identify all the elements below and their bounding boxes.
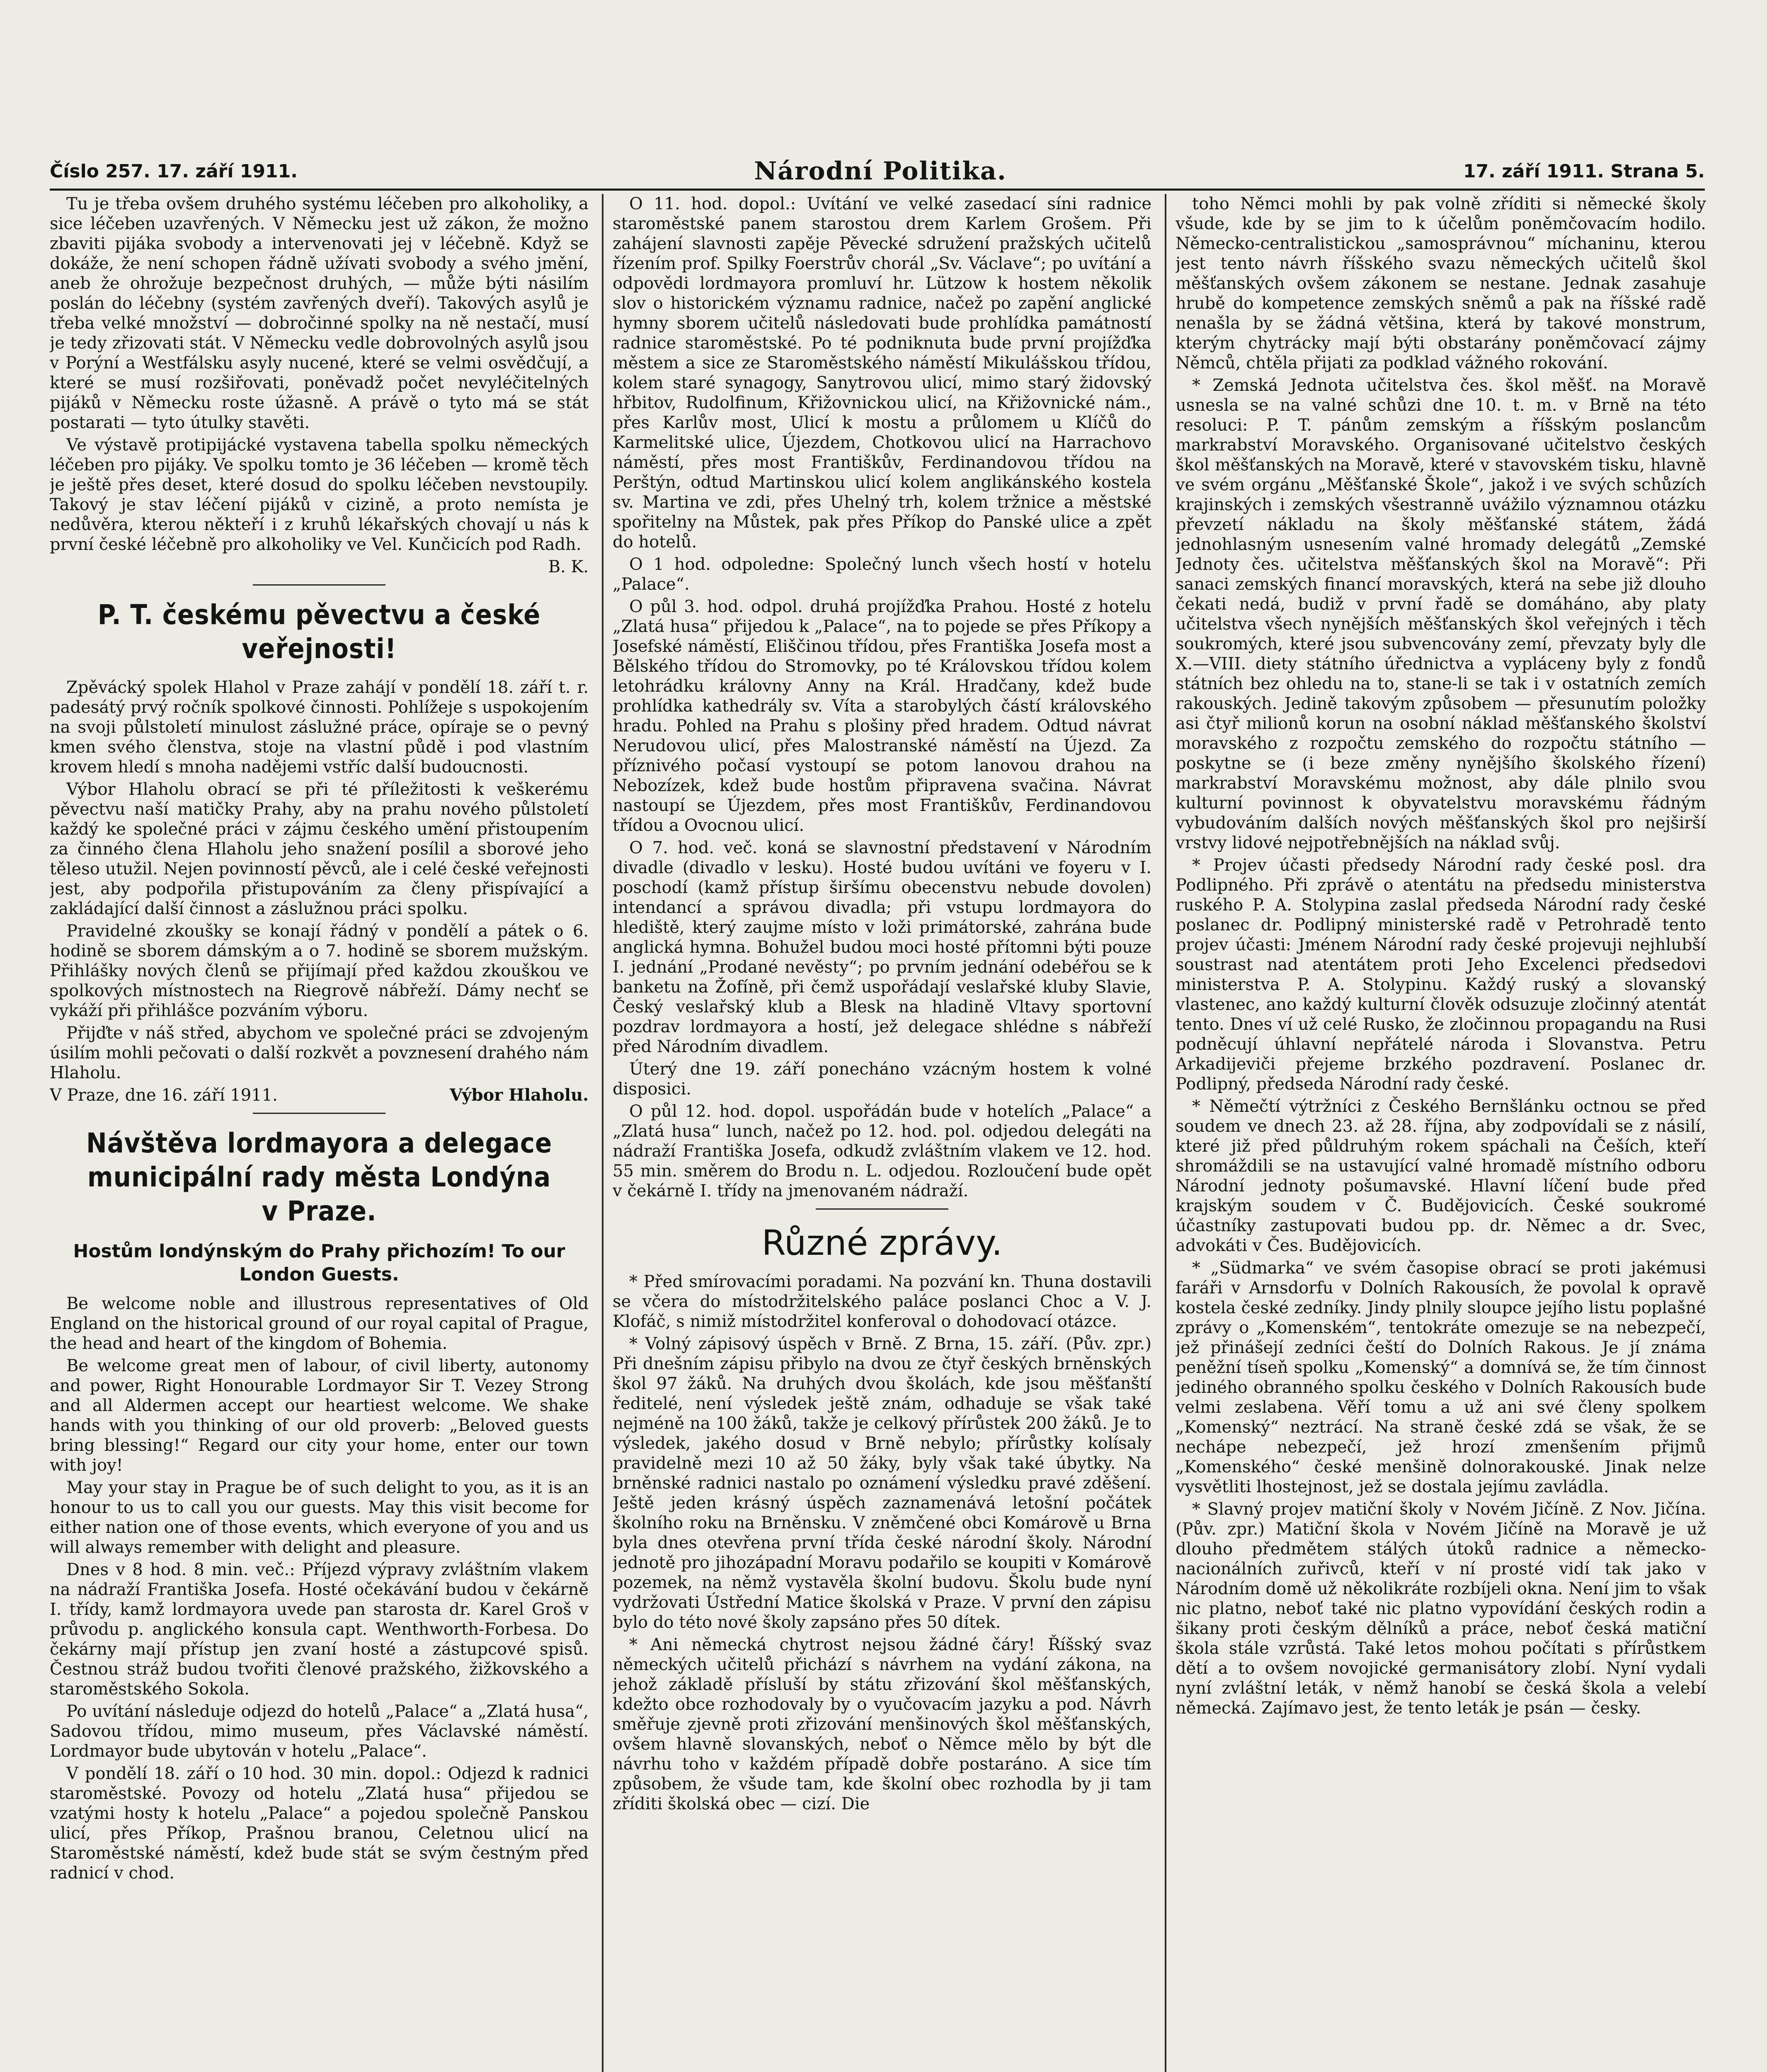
- article-paragraph: Ve výstavě protipijácké vystavena tabella spolku německých léčeben pro pijáky. Ve spolku tomto je 36 léčeben — kromě těch je ještě přes deset, které dosud do spolku léčeben nevstoupily. Takový je stav léčení pijáků v cizině, a proto nemísta je nedůvěra, kterou někteří i z kruhů lékařských chovají u nás k první české léčebně pro alkoholiky ve Vel. Kunčicích pod Radh.: [50, 436, 589, 554]
- column-3: [1176, 194, 1706, 2072]
- article-paragraph: O půl 12. hod. dopol. uspořádán bude v hotelích „Palace“ a „Zlatá husa“ lunch, načež po 12. hod. pol. odjedou delegáti na nádraží Františka Josefa, odkudž zvláštním vlakem ve 12. hod. 55 min. směrem do Brodu n. L. odjedou. Rozloučení bude opět v čekárně I. třídy na jmenovaném nádraží.: [613, 1102, 1151, 1201]
- article-paragraph: O půl 3. hod. odpol. druhá projížďka Prahou. Hosté z hotelu „Zlatá husa“ přijedou k „Palace“, na to pojede se přes Příkopy a Josefské náměstí, Eliščinou třídou, přes Františka Josefa most a Bělského třídou do Stromovky, po té Královskou třídou kolem letohrádku královny Anny na Král. Hradčany, kdež bude prohlídka kathedrály sv. Víta a starobylých částí královského hradu. Pohled na Prahu s plošiny před hradem. Odtud návrat Nerudovou ulicí, přes Malostranské náměstí na Újezd. Za příznivého počasí vystoupí se potom lanovou drahou na Nebozízek, kdež bude hostům připravena svačina. Návrat nastoupí se Újezdem, přes most Františkův, Ferdinandovou třídou a Ovocnou ulicí.: [613, 597, 1151, 835]
- section-headline: Různé zprávy.: [761, 1222, 1003, 1263]
- news-item: * „Südmarka“ ve svém časopise obrací se proti jakémusi faráři v Arnsdorfu v Dolních Rakousích, že povolal k opravě kostela české zedníky. Jindy plnily sloupce jejího listu poplašné zprávy o „Komenském“, tentokráte omezuje se na nebezpečí, jež přinášejí zedníci čeští do Dolních Rakous. Je jí známa peněžní tíseň spolku „Komenský“ a domnívá se, že tím činnost jediného obranného spolku českého v Dolních Rakousích bude velmi zeslabena. Věří tomu a už ani své členy spolkem „Komenský“ neztrácí. Na straně české zdá se však, že se nechápe nebezpečí, jež hrozí zmenšením přijmů „Komenského“ české menšině dolnorakouské. Jinak nelze vysvětliti lhostejnost, jež se dostala jejímu zavládla.: [1176, 1259, 1706, 1496]
- article-paragraph: Úterý dne 19. září ponecháno vzácným hostem k volné disposici.: [613, 1060, 1151, 1099]
- article-paragraph: Výbor Hlaholu obrací se při té příležitosti k veškerému pěvectvu naší matičky Prahy, aby na prahu nového půlstoletí každý ke společné práci v zájmu českého umění přistoupením za činného člena Hlaholu jeho snažení posílil a sborové jeho těleso utužil. Nejen povinností pěvců, ale i celé české veřejnosti jest, aby podpořila přistupováním za členy přispívající a zakládající další činnost a záslužnou práci spolku.: [50, 780, 589, 918]
- masthead-title: Národní Politika.: [754, 157, 1007, 186]
- article-paragraph: Přijďte v náš střed, abychom ve společné práci se zdvojeným úsilím mohli pečovati o další rozkvět a povznesení drahého nám Hlaholu.: [50, 1024, 589, 1082]
- article-paragraph: O 7. hod. več. koná se slavnostní představení v Národním divadle (divadlo v lesku). Hosté budou uvítáni ve foyeru v I. poschodí (kamž přístup širšímu obecenstvu nebude dovolen) intendancí a správou divadla; při vstupu lordmayora do hlediště, který zaujme místo v loži primátorské, zahrána bude anglická hymna. Bohužel budou moci hosté přítomni býti pouze I. jednání „Prodané nevěsty“; po prvním jednání odebéřou se k banketu na Žofíně, při čemž uspořádají veslařské kluby Slavie, Český veslařský klub a Blesk na hladině Vltavy sportovní pozdrav lordmayora a hostí, jež delegace shlédne s nábřeží před Národním divadlem.: [613, 838, 1151, 1056]
- article-paragraph: Dnes v 8 hod. 8 min. več.: Příjezd výpravy zvláštním vlakem na nádraží Františka Josefa. Hosté očekávání budou v čekárně I. třídy, kamž lordmayora uvede pan starosta dr. Karel Groš v průvodu p. anglického konsula capt. Wenthworth-Forbesa. Do čekárny mají přístup jen zvaní hosté a zástupcové spisů. Čestnou stráž budou tvořiti členové pražského, žižkovského a staroměstského Sokola.: [50, 1560, 589, 1699]
- article-paragraph: Zpěvácký spolek Hlahol v Praze zahájí v pondělí 18. září t. r. padesátý prvý ročník spolkové činnosti. Pohlížeje s uspokojením na svoji půlstoletí minulost záslužné práce, opíraje se o pevný kmen svého členstva, stoje na vlastní půdě i pod vlastním krovem hledí s mnoha nadějemi vstříc další budoucnosti.: [50, 678, 589, 777]
- article-paragraph: O 11. hod. dopol.: Uvítání ve velké zasedací síni radnice staroměstské panem starostou drem Karlem Grošem. Při zahájení slavnosti zapěje Pěvecké sdružení pražských učitelů řízením prof. Spilky Foerstrův chorál „Sv. Václave“; po uvítání a odpovědi lordmayora promluví hr. Lützow k hostem několik slov o historickém významu radnice, načež po zapění anglické hymny sborem učitelů následovati bude prohlídka památností radnice staroměstské. Po té podniknuta bude první projížďka městem a sice ze Staroměstského náměstí Mikulášskou třídou, kolem staré synagogy, Sanytrovou ulicí, mimo starý židovský hřbitov, Rudolfinum, Křižovnickou ulicí, na Křižovnické nám., přes Karlův most, Ulicí k mostu a průlomem u Klíčů do Karmelitské ulice, Újezdem, Chotkovou ulicí na Harrachovo náměstí, přes most Františkův, Ferdinandovou třídou na Perštýn, odtud Martinskou ulicí kolem anglikánského kostela sv. Martina ve zdi, přes Uhelný trh, kolem tržnice a městské spořitelny na Můstek, pak přes Příkop do Panské ulice a zpět do hotelů.: [613, 194, 1151, 552]
- news-item: * Zemská Jednota učitelstva čes. škol měšť. na Moravě usnesla se na valné schůzi dne 10. t. m. v Brně na této resoluci: P. T. pánům zemským a říšským poslancům markrabství Moravského. Organisované učitelstvo českých škol měšťanských na Moravě, které v stavovském tisku, hlavně ve svém orgánu „Měšťanské Škole“, jakož i ve svých schůzích krajinských i zemských všestranně uvážilo významnou otázku převzetí nákladu na školy měšťanské státem, žádá jednohlasným usnesením valné hromady delegátů „Zemské Jednoty čes. učitelstva měšťanských škol na Moravě“: Při sanaci zemských financí moravských, která na sebe již dlouho čekati nedá, budiž v první řadě se domáháno, aby platy učitelstva všech nynějších měšťanských škol veřejných i těch soukromých, které jsou subvencovány zemí, převzaty byly dle X.—VIII. diety státního úřednictva a vypláceny byly z fondů státních bez ohledu na to, stane-li se tak i v ostatních zemích rakouských. Jedině takovým způsobem — přesunutím položky asi čtyř milionů korun na osobní náklad měšťanského školství moravského z rozpočtu zemského do rozpočtu státního — poskytne se (i beze změny nynějšího školského řízení) markrabství Moravskému možnost, aby dále plnilo svou kulturní povinnost k obyvatelstvu moravskému řádným vybudováním dalších nových měšťanských škol pro nejširší vrstvy lidové nejpotřebnějších na náklad svůj.: [1176, 376, 1706, 852]
- news-item: * Slavný projev matiční školy v Novém Jičíně. Z Nov. Jičína. (Pův. zpr.) Matiční škola v Novém Jičíně na Moravě je už dlouho předmětem stálých útoků radnice a německo-nacionálních zuřivců, kteří v ní prosté vidí tak jako v Národním domě už několikráte rozbíjeli okna. Není jim to však nic platno, neboť také nic platno vypovídání českých rodin a šikany proti českým dělníků a práce, neboť česká matiční škola stále vzrůstá. Také letos mohou počítati s přírůstkem dětí a to ovšem novojické germanisátory zlobí. Nyní vydali nyní zvláštní leták, v němž hanobí se česká škola a velebí německá. Zajímavo jest, že tento leták je psán — česky.: [1176, 1500, 1706, 1718]
- article-headline: P. T. českému pěvectvu a české veřejnosti!: [97, 599, 541, 665]
- article-signature: B. K.: [548, 557, 589, 576]
- news-item: * Němečtí výtržníci z Českého Bernšlánku octnou se před soudem ve dnech 23. až 28. října, aby zodpovídali se z násilí, které již před půldruhým rokem spáchali na Češích, kteří shromáždili se na ustavující valné hromadě místního odboru Národní jednoty pošumavské. Hlavní líčení bude před krajským soudem v Č. Budějovicích. České soukromé účastníky zastupovati budou pp. dr. Němec a dr. Svec, advokáti v Čes. Budějovicích.: [1176, 1097, 1706, 1255]
- article-paragraph: Po uvítání následuje odjezd do hotelů „Palace“ a „Zlatá husa“, Sadovou třídou, mimo museum, přes Václavské náměstí. Lordmayor bude ubytován v hotelu „Palace“.: [50, 1702, 589, 1761]
- column-2: [613, 194, 1151, 2072]
- article-paragraph: Be welcome noble and illustrous representatives of Old England on the historical ground of our royal capital of Prague, the head and heart of the kingdom of Bohemia.: [50, 1294, 589, 1353]
- news-item: toho Němci mohli by pak volně zříditi si německé školy všude, kde by se jim to k účelům poněmčovacím hodilo. Německo-centralistickou „samosprávnou“ míchaninu, kterou jest tento návrh říšského svazu německých učitelů škol měšťanských ovšem zákonem se nestane. Jednak zasahuje hrubě do kompetence zemských sněmů a pak na říšské radě nenašla by se žádná většina, která by takové monstrum, kterým chytrácky mají býti obstarány poněmčovací zájmy Němců, chtěla přijati za podklad vážného rokování.: [1176, 194, 1706, 373]
- article-subheadline: Hostům londýnským do Prahy přichozím! To our London Guests.: [73, 1241, 565, 1285]
- article-signature: Výbor Hlaholu.: [449, 1085, 589, 1105]
- column-1: [50, 194, 589, 2072]
- article-closing: [50, 1085, 589, 1105]
- article-headline: Návštěva lordmayora a delegace municipální rady města Londýna v Praze.: [86, 1127, 553, 1227]
- news-item: * Ani německá chytrost nejsou žádné čáry! Říšský svaz německých učitelů přichází s návrhem na vydání zákona, na jehož základě přísluší by státu zřizování škol měšťanských, kdežto obce rozhodovaly by o vyučovacím jazyku a pod. Návrh směřuje zjevně proti zřizování menšinových škol měšťanských, ovšem hlavně slovanských, neboť o Němce mělo by být dle návrhu toho v každém případě dobře postaráno. A sice tím způsobem, že všude tam, kde školní obec rozhodla by ji tam zříditi školská obec — cizí. Die: [613, 1635, 1151, 1813]
- page-info: 17. září 1911. Strana 5.: [1463, 160, 1705, 182]
- page-header: [50, 157, 1705, 186]
- news-item: * Volný zápisový úspěch v Brně. Z Brna, 15. září. (Pův. zpr.) Při dnešním zápisu přibylo na dvou ze čtyř českých brněnských škol 97 žáků. Na druhých dvou školách, kde jsou měšťanští ředitelé, není výsledek ještě znám, odhaduje se však také nejméně na 100 žáků, takže je celkový přírůstek 200 žáků. Je to výsledek, jakého dosud v Brně nebylo; přírůstky kolísaly pravidelně mezi 10 až 50 žáky, byly však také úbytky. Na brněnské radnici nastalo po oznámení výsledku pravé zděšení. Ještě jeden krásný úspěch zaznamenává letošní počátek školního roku na Brněnsku. V zněmčené obci Komárově u Brna byla dnes otevřena první třída české národní školy. Národní jednotě pro jihozápadní Moravu podařilo se koupiti v Komárově pozemek, na němž vystavěla školní budovu. Školu bude nyní vydržovati Ústřední Matice školská v Praze. V první den zápisu bylo do této nové školy zapsáno přes 50 dítek.: [613, 1334, 1151, 1632]
- news-item: * Před smírovacími poradami. Na pozvání kn. Thuna dostavili se včera do místodržitelského paláce poslanci Choc a V. J. Klofáč, s nimiž místodržitel konferoval o dohodovací otázce.: [613, 1272, 1151, 1331]
- section-rule: [816, 1208, 948, 1210]
- column-divider: [602, 194, 604, 2072]
- article-dateline: V Praze, dne 16. září 1911.: [50, 1086, 278, 1105]
- article-paragraph: O 1 hod. odpoledne: Společný lunch všech hostí v hotelu „Palace“.: [613, 555, 1151, 594]
- article-paragraph: May your stay in Prague be of such delight to you, as it is an honour to us to call you our guests. May this visit become for either nation one of those events, which everyone of you and us will always remember with delight and pleasure.: [50, 1478, 589, 1557]
- article-paragraph: Pravidelné zkoušky se konají řádný v pondělí a pátek o 6. hodině se sborem dámským a o 7. hodině se sborem mužským. Přihlášky nových členů se přijímají před každou zkouškou ve spolkových místnostech na Riegrově nábřeží. Dámy nechť se vykáží při přihlášce pozváním výboru.: [50, 922, 589, 1020]
- section-rule: [253, 584, 385, 586]
- section-rule: [253, 1113, 385, 1114]
- article-paragraph: V pondělí 18. září o 10 hod. 30 min. dopol.: Odjezd k radnici staroměstské. Povozy od hotelu „Zlatá husa“ přijedou se vzatými hosty k hotelu „Palace“ a pojedou společně Panskou ulicí, přes Příkop, Prašnou branou, Celetnou ulicí na Staroměstské náměstí, kdež bude stát se svým čestným před radnicí v chod.: [50, 1764, 589, 1883]
- column-divider: [1165, 194, 1166, 2072]
- news-item: * Projev účasti předsedy Národní rady české posl. dra Podlipného. Při zprávě o atentátu na předsedu ministerstva ruského P. A. Stolypina zaslal předseda Národní rady české poslanec dr. Podlipný ministerské radě v Petrohradě tento projev účasti: Jménem Národní rady české projevuji nejhlubší soustrast nad atentátem proti Jeho Excelenci předsedovi ministerstva P. A. Stolypinu. Každý ruský a slovanský vlastenec, ano každý kulturní člověk odsuzuje zločinný atentát tento. Dnes ví už celé Rusko, že zločinnou propagandu na Rusi podněcují úhlavní nepřátelé národa i Slovanstva. Petru Arkadijeviči přejeme brzkého pozdravení. Poslanec dr. Podlipný, předseda Národní rady české.: [1176, 856, 1706, 1094]
- header-rule: [50, 189, 1705, 191]
- article-paragraph: Tu je třeba ovšem druhého systému léčeben pro alkoholiky, a sice léčeben uzavřených. V Německu jest už zákon, že možno zbaviti pijáka svobody a intervenovati jej v léčebně. Když se dokáže, že není schopen řádně užívati svobody a svého jmění, aneb že ohrožuje bezpečnost druhých, — může býti násilím poslán do léčebny (systém zavřených dveří). Takových asylů je třeba velké množství — dobročinné spolky na ně nestačí, musí je tedy zřizovati stát. V Německu vedle dobrovolných asylů jsou v Porýní a Westfálsku asyly nucené, které se velmi osvědčují, a které se musí rozšiřovati, poněvadž počet nevyléčitelných pijáků v Německu roste úžasně. A právě o tyto má se stát postarati — tyto útulky stavěti.: [50, 194, 589, 432]
- article-paragraph: Be welcome great men of labour, of civil liberty, autonomy and power, Right Honourable Lordmayor Sir T. Vezey Strong and all Aldermen accept our heartiest welcome. We shake hands with you thinking of our old proverb: „Beloved guests bring blessing!“ Regard our city your home, enter our town with joy!: [50, 1356, 589, 1475]
- issue-info: Číslo 257. 17. září 1911.: [50, 160, 298, 182]
